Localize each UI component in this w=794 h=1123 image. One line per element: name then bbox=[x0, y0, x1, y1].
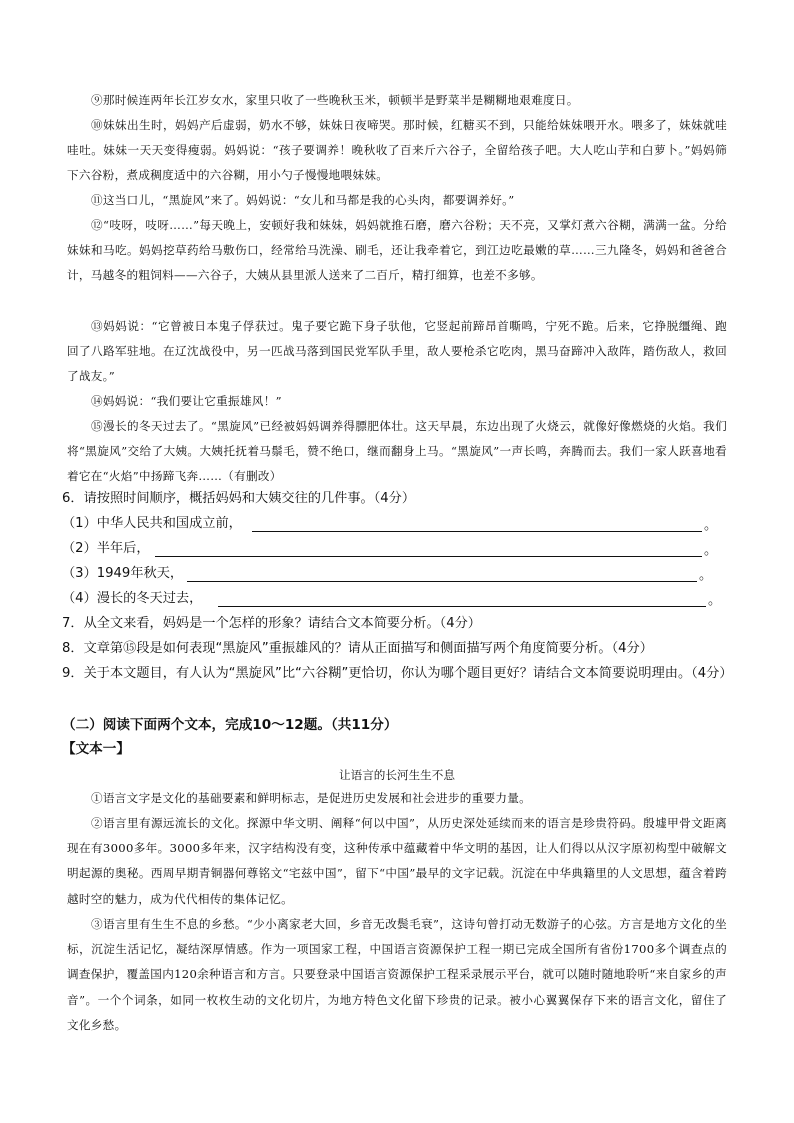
q6-item-3-end: 。 bbox=[699, 568, 713, 583]
article-paragraph-1: ①语言文字是文化的基础要素和鲜明标志，是促进历史发展和社会进步的重要力量。 bbox=[91, 791, 532, 805]
q6-item-3-answer-line[interactable] bbox=[187, 581, 697, 582]
q6-item-1-answer-line[interactable] bbox=[252, 531, 702, 532]
story-paragraph-10: ⑩妹妹出生时，妈妈产后虚弱，奶水不够，妹妹日夜啼哭。那时候，红糖买不到，只能给妹妹喂开水。喂多了，妹妹就哇哇吐。妹妹一天天变得瘦弱。妈妈说：“孩子要调养！晚秋收了百来斤六谷子，全留给孩子吧。大人吃山芋和白萝卜。”妈妈筛下六谷粉，煮成稠度适中的六谷糊，用小勺子慢慢地喂妹妹。 bbox=[67, 118, 727, 183]
article-paragraph-2: ②语言里有源远流长的文化。探源中华文明、阐释“何以中国”，从历史深处延续而来的语言是珍贵符码。殷墟甲骨文距离现在有3000多年。3000多年来，汉字结构没有变，这种传承中蕴藏着中华文明的基因，让人们得以从汉字原初构型中破解文明起源的奥秘。西周早期青铜器何尊铭文“宅兹中国”，留下“中国”最早的文字记载。沉淀在中华典籍里的人文思想，蕴含着跨越时空的魅力，成为代代相传的集体记忆。 bbox=[67, 816, 727, 906]
q6-item-1-label: （1）中华人民共和国成立前， bbox=[62, 516, 242, 531]
question-7: 7．从全文来看，妈妈是一个怎样的形象？请结合文本简要分析。（4分） bbox=[62, 616, 481, 631]
q6-item-4-end: 。 bbox=[708, 593, 722, 608]
q6-item-4-label: （4）漫长的冬天过去， bbox=[62, 591, 203, 606]
article-title: 让语言的长河生生不息 bbox=[339, 768, 455, 782]
question-6: 6．请按照时间顺序，概括妈妈和大姨交往的几件事。（4分） bbox=[62, 491, 416, 506]
story-paragraph-9: ⑨那时候连两年长江岁女水，家里只收了一些晚秋玉米，顿顿半是野菜半是糊糊地艰难度日。 bbox=[91, 93, 579, 107]
q6-item-2-answer-line[interactable] bbox=[155, 556, 702, 557]
story-paragraph-13: ⑬妈妈说：“它曾被日本鬼子俘获过。鬼子要它跪下身子驮他，它竖起前蹄昂首嘶鸣，宁死不跪。后来，它挣脱缰绳、跑回了八路军驻地。在辽沈战役中，另一匹战马落到国民党军队手里，敌人要枪杀它吃肉，黑马奋蹄冲入敌阵，踏伤敌人，救回了战友。” bbox=[67, 319, 727, 384]
question-8: 8．文章第⑮段是如何表现“黑旋风”重振雄风的？请从正面描写和侧面描写两个角度简要分析。（4分） bbox=[62, 641, 653, 656]
story-paragraph-12: ⑫“吱呀，吱呀……”每天晚上，安顿好我和妹妹，妈妈就推石磨，磨六谷粉；天不亮，又掌灯煮六谷糊，满满一盆。分给妹妹和马吃。妈妈挖草药给马敷伤口，经常给马洗澡、刷毛，还让我牵着它，到江边吃最嫩的草……三九隆冬，妈妈和爸爸合计，马越冬的粗饲料——六谷子，大姨从县里派人送来了二百斤，精打细算，也差不多够。 bbox=[67, 218, 727, 283]
story-paragraph-11: ⑪这当口儿，“黑旋风”来了。妈妈说：“女儿和马都是我的心头肉，都要调养好。” bbox=[91, 193, 515, 207]
text-one-label: 【文本一】 bbox=[62, 741, 130, 757]
story-paragraph-14: ⑭妈妈说：“我们要让它重振雄风！” bbox=[91, 394, 282, 408]
q6-item-4-answer-line[interactable] bbox=[218, 606, 706, 607]
story-paragraph-15: ⑮漫长的冬天过去了。“黑旋风”已经被妈妈调养得膘肥体壮。这天早晨，东边出现了火烧云，就像好像燃烧的火焰。我们将“黑旋风”交给了大姨。大姨托抚着马鬃毛，赞不绝口，继而翻身上马。“黑旋风”一声长鸣，奔腾而去。我们一家人跃喜地看着它在“火焰”中扬蹄飞奔……（有删改） bbox=[67, 419, 727, 484]
article-paragraph-3: ③语言里有生生不息的乡愁。“少小离家老大回，乡音无改鬓毛衰”，这诗句曾打动无数游子的心弦。方言是地方文化的坐标，沉淀生活记忆，凝结深厚情感。作为一项国家工程，中国语言资源保护工程一期已完成全国所有省份1700多个调查点的调查保护，覆盖国内120余种语言和方言。只要登录中国语言资源保护工程采录展示平台，就可以随时随地聆听“来自家乡的声音”。一个个词条，如同一枚枚生动的文化切片，为地方特色文化留下珍贵的记录。被小心翼翼保存下来的语言文化，留住了文化乡愁。 bbox=[67, 917, 727, 1032]
section-2-heading: （二）阅读下面两个文本，完成10～12题。（共11分） bbox=[62, 717, 398, 733]
q6-item-3-label: （3）1949年秋天， bbox=[62, 566, 184, 581]
q6-item-2-label: （2）半年后， bbox=[62, 541, 150, 556]
q6-item-1-end: 。 bbox=[704, 518, 718, 533]
q6-item-2-end: 。 bbox=[704, 543, 718, 558]
question-9: 9．关于本文题目，有人认为“黑旋风”比“六谷糊”更恰切，你认为哪个题目更好？请结合文本简要说明理由。（4分） bbox=[62, 666, 733, 681]
